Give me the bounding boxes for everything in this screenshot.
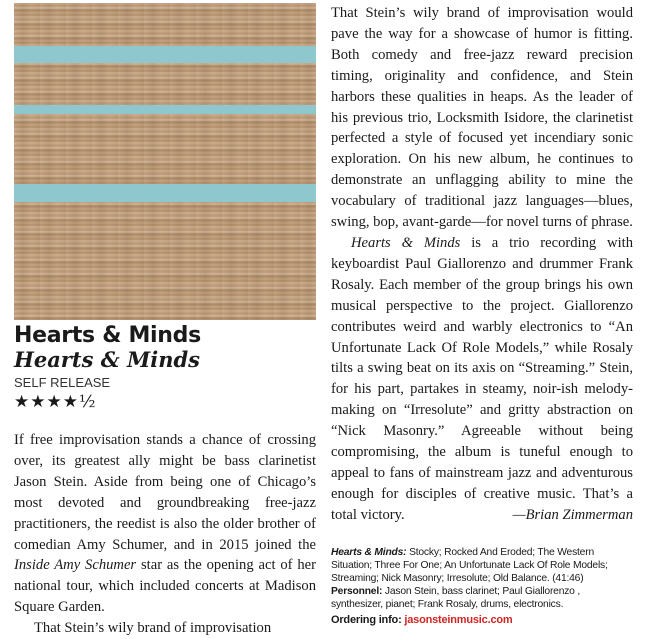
ordering-info [331,614,633,627]
review-column-left [14,430,316,639]
track-list [331,546,633,585]
album-cover-image [14,3,316,320]
ordering-link[interactable]: jasonsteinmusic.com [404,614,513,626]
tracks-label: Hearts & Minds: [331,547,407,558]
paragraph-text: If free improvisation stands a chance of crossing over, its greatest ally might be bass clarinetist Jason Stein. Aside from being one of Chicago’s most devoted and groundbreaking free-jazz practitioners, the reedist is also the older brother of comedian Amy Schumer, and in 2015 joined the [14,432,316,553]
personnel [331,585,633,611]
personnel-text: Jason Stein, bass clarinet; Paul Giallorenzo , synthesizer, pianet; Frank Rosaly, drums, electronics. [331,586,581,610]
paragraph-text: star as the opening act of her national tour, which included concerts at Madison Square Garden. [14,557,316,616]
tracks-text: Stocky; Rocked And Eroded; The Western Situation; Three For One; An Unfortunate Lack Of Role Models; Streaming; Nick Masonry; Irresolute; Old Balance. (41:46) [331,547,608,584]
review-column-right [331,3,633,526]
album-reference: Hearts & Minds [351,234,461,251]
cover-stripe [14,46,316,63]
cover-stripe [14,105,316,114]
artist-name: Hearts & Minds [14,323,201,348]
cover-stripe [14,184,316,202]
personnel-label: Personnel: [331,586,383,597]
review-paragraph-continued: That Stein’s wily brand of improvisation would pave the way for a showcase of humor is fitting. Both comedy and free-jazz reward precision timing, originality and confidence, and Stein harbors these qualities in heaps. As the leader of his previous trio, Locksmith Isidore, the clarinetist perfected a style of focused yet incendiary sonic exploration. On his new album, he continues to demonstrate an unflagging ability to mine the vocabulary of traditional jazz languages—blues, swing, bop, avant-garde—for novel turns of phrase. [331,5,633,231]
reviewer-byline: —Brian Zimmerman [512,506,633,523]
review-header [14,324,320,412]
paragraph-text: is a trio recording with keyboardist Paul Giallorenzo and drummer Frank Rosaly. Each member of the group brings his own musical perspective to the project. Giallorenzo contributes weird and warbly electronics to “An Unfortunate Lack Of Role Models,” while Rosaly tilts a swing beat on its axis on “Streaming.” Stein, for his part, partakes in steamy, noir-ish melody-making on “Irresolute” and gritty abstraction on “Nick Masonry.” Agreeable without being compromising, the album is tuneful enough to appeal to fans of mainstream jazz and adventurous enough for disciples of creative music. That’s a total victory. [331,234,634,523]
star-rating: ★★★★½ [14,392,97,412]
show-title: Inside Amy Schumer [14,557,137,574]
album-title: Hearts & Minds [14,347,200,372]
review-paragraph-start: That Stein’s wily brand of improvisation [34,620,272,637]
ordering-label: Ordering info: [331,614,402,626]
review-paragraph [331,233,633,526]
album-credits [331,546,633,627]
record-label: SELF RELEASE [14,375,111,390]
review-paragraph [14,430,316,618]
